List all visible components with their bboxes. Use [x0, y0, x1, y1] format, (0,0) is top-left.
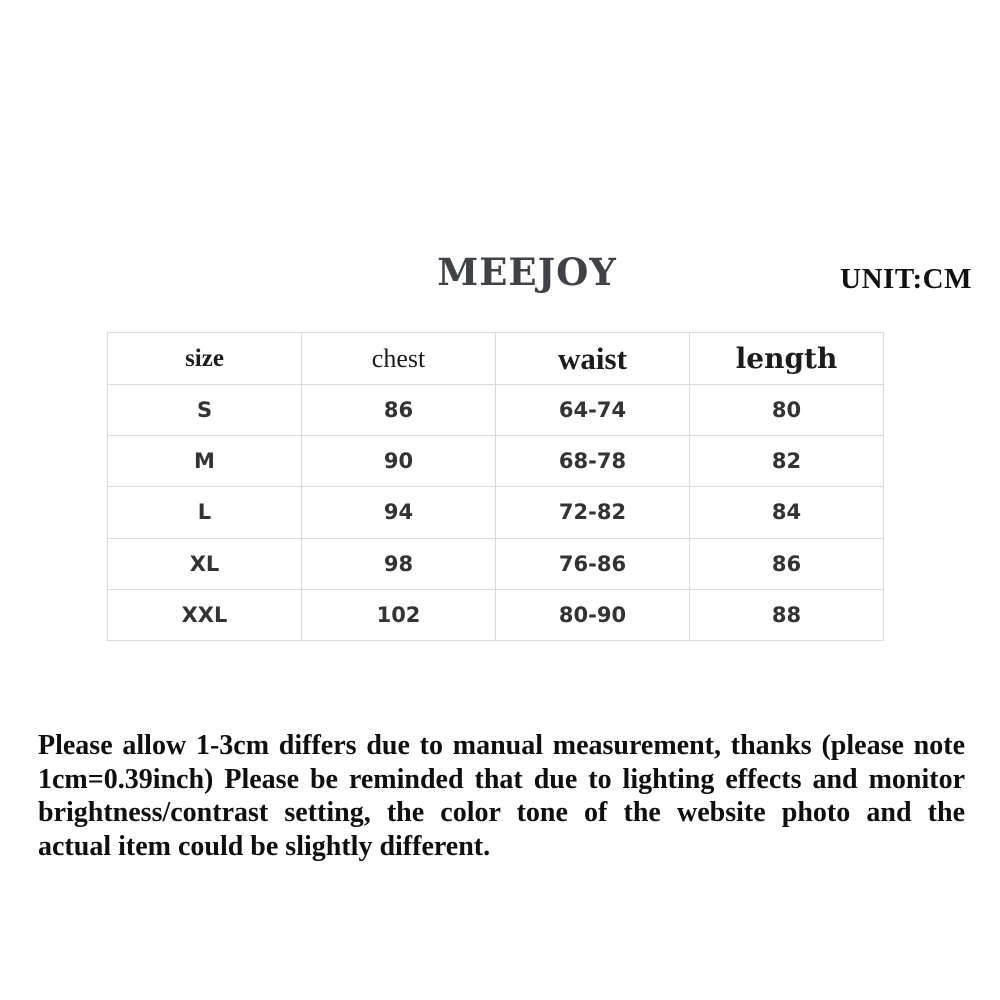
column-header-waist: waist	[496, 333, 690, 385]
table-row-s	[108, 385, 884, 436]
brand-title: MEEJOY	[437, 250, 617, 294]
cell-length: 86	[690, 538, 884, 589]
column-header-chest: chest	[302, 333, 496, 385]
cell-size: L	[108, 487, 302, 538]
size-table	[107, 332, 884, 641]
column-header-size: size	[108, 333, 302, 385]
table-row-xxl	[108, 589, 884, 640]
cell-size: XXL	[108, 589, 302, 640]
column-header-length: length	[690, 333, 884, 385]
cell-length: 82	[690, 436, 884, 487]
cell-size: S	[108, 385, 302, 436]
cell-size: XL	[108, 538, 302, 589]
size-table-body	[108, 385, 884, 641]
cell-chest: 102	[302, 589, 496, 640]
disclaimer-line: brightness/contrast setting, the color tone of the website photo and the	[38, 797, 965, 828]
size-table-header	[108, 333, 884, 385]
disclaimer-line: actual item could be slightly different.	[38, 830, 491, 862]
disclaimer-line: 1cm=0.39inch) Please be reminded that due to lighting effects and monitor	[38, 763, 965, 795]
cell-chest: 90	[302, 436, 496, 487]
header-row	[108, 333, 884, 385]
cell-chest: 86	[302, 385, 496, 436]
disclaimer-text	[38, 729, 965, 863]
disclaimer-line: Please allow 1-3cm differs due to manual measurement, thanks (please note	[38, 730, 965, 761]
cell-size: M	[108, 436, 302, 487]
cell-length: 84	[690, 487, 884, 538]
cell-waist: 76-86	[496, 538, 690, 589]
cell-chest: 94	[302, 487, 496, 538]
table-row-l	[108, 487, 884, 538]
cell-length: 80	[690, 385, 884, 436]
cell-chest: 98	[302, 538, 496, 589]
cell-waist: 68-78	[496, 436, 690, 487]
cell-waist: 64-74	[496, 385, 690, 436]
table-row-m	[108, 436, 884, 487]
cell-length: 88	[690, 589, 884, 640]
table-row-xl	[108, 538, 884, 589]
cell-waist: 80-90	[496, 589, 690, 640]
unit-label: UNIT:CM	[840, 263, 972, 295]
cell-waist: 72-82	[496, 487, 690, 538]
